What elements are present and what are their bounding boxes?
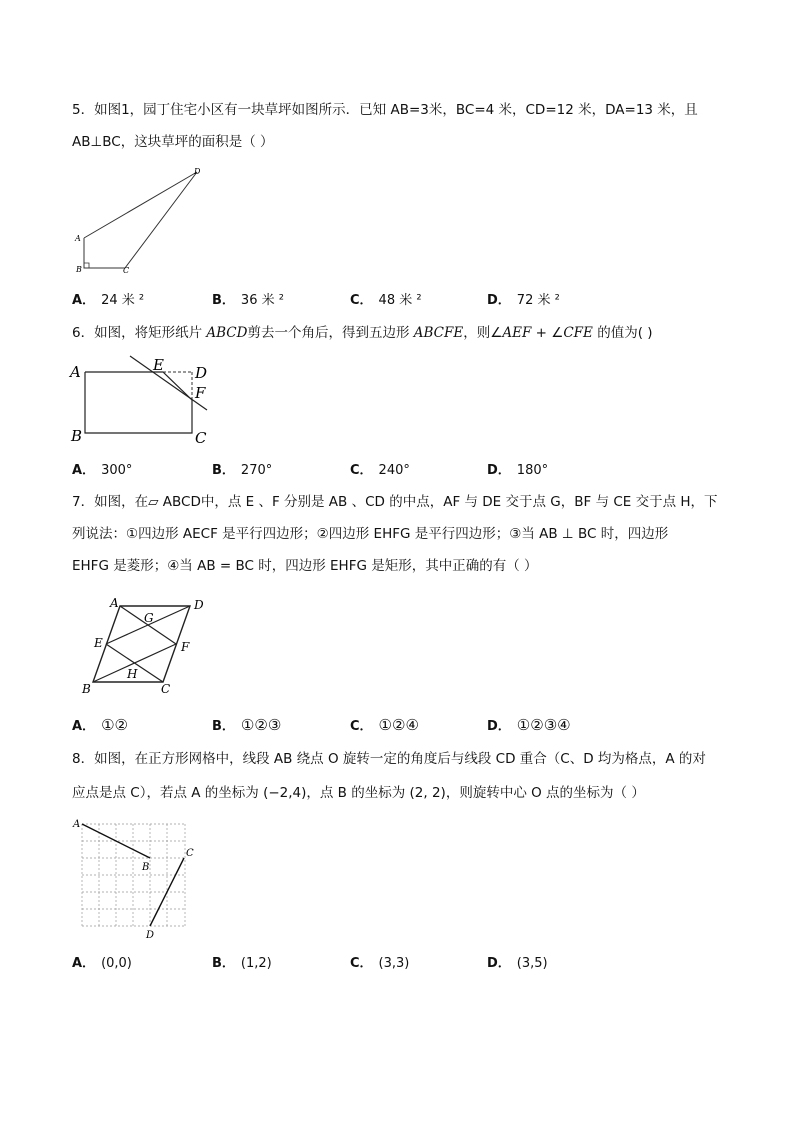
q7-option-d[interactable]: D． ①②③④: [487, 716, 571, 734]
q8-option-d[interactable]: D． (3,5): [487, 956, 548, 971]
q5-stem-line1: 5．如图1，园丁住宅小区有一块草坪如图所示．已知 AB=3米，BC=4 米，CD=12 米，DA=13 米，且: [72, 102, 698, 118]
q5-stem-line2: AB⊥BC，这块草坪的面积是（ ）: [72, 134, 274, 150]
q6-label-F: F: [195, 384, 206, 402]
q7-label-F: F: [181, 640, 190, 654]
q5-label-B: B: [76, 265, 82, 274]
q6-option-a[interactable]: A． 300°: [72, 463, 133, 478]
q8-option-b[interactable]: B． (1,2): [212, 956, 272, 971]
q6-label-A: A: [70, 363, 81, 381]
q6-option-d[interactable]: D． 180°: [487, 463, 549, 478]
q8-grid: [82, 824, 185, 926]
q8-label-B: B: [142, 862, 150, 873]
q5-option-b[interactable]: B． 36 米 ²: [212, 293, 284, 308]
q5-option-d[interactable]: D． 72 米 ²: [487, 293, 560, 308]
q7-label-C: C: [161, 682, 171, 696]
q7-label-D: D: [194, 598, 204, 612]
q8-stem-line1: 8．如图，在正方形网格中，线段 AB 绕点 O 旋转一定的角度后与线段 CD 重合（C、D 均为格点，A 的对: [72, 751, 706, 767]
q6-option-c[interactable]: C． 240°: [350, 463, 410, 478]
q7-label-A: A: [110, 596, 119, 610]
q8-option-a[interactable]: A． (0,0): [72, 956, 132, 971]
q6-label-D: D: [195, 364, 208, 382]
q7-label-G: G: [144, 611, 154, 625]
q5-option-c[interactable]: C． 48 米 ²: [350, 293, 422, 308]
q6-option-b[interactable]: B． 270°: [212, 463, 273, 478]
q5-option-a[interactable]: A． 24 米 ²: [72, 293, 145, 308]
q7-stem-line1: 7．如图，在▱ ABCD中，点 E 、F 分别是 AB 、CD 的中点，AF 与 DE 交于点 G，BF 与 CE 交于点 H，下: [72, 494, 718, 510]
q7-option-a[interactable]: A． ①②: [72, 716, 128, 734]
q8-option-c[interactable]: C． (3,3): [350, 956, 410, 971]
q7-label-E: E: [94, 636, 103, 650]
q7-label-B: B: [82, 682, 91, 696]
q5-label-A: A: [75, 234, 81, 243]
q7-option-c[interactable]: C． ①②④: [350, 716, 419, 734]
q7-stem-line2: 列说法：①四边形 AECF 是平行四边形；②四边形 EHFG 是平行四边形；③当 AB ⊥ BC 时，四边形: [72, 526, 669, 542]
q5-label-D: D: [194, 167, 201, 176]
q8-label-D: D: [146, 930, 155, 941]
q5-label-C: C: [123, 266, 130, 275]
q7-label-H: H: [127, 667, 138, 681]
q7-option-b[interactable]: B． ①②③: [212, 716, 282, 734]
q6-label-C: C: [195, 429, 207, 447]
q8-stem-line2: 应点是点 C），若点 A 的坐标为 (−2,4)，点 B 的坐标为 (2, 2)，则旋转中心 O 点的坐标为（ ）: [72, 785, 645, 801]
q6-stem: 6．如图，将矩形纸片 ABCD剪去一个角后，得到五边形 ABCFE，则∠AEF + ∠CFE 的值为( ): [72, 325, 653, 341]
q8-label-A: A: [73, 819, 81, 830]
q6-label-B: B: [71, 427, 83, 445]
q6-label-E: E: [153, 356, 164, 374]
q7-stem-line3: EHFG 是菱形；④当 AB = BC 时，四边形 EHFG 是矩形，其中正确的有（ ）: [72, 558, 538, 574]
q8-label-C: C: [186, 848, 194, 859]
